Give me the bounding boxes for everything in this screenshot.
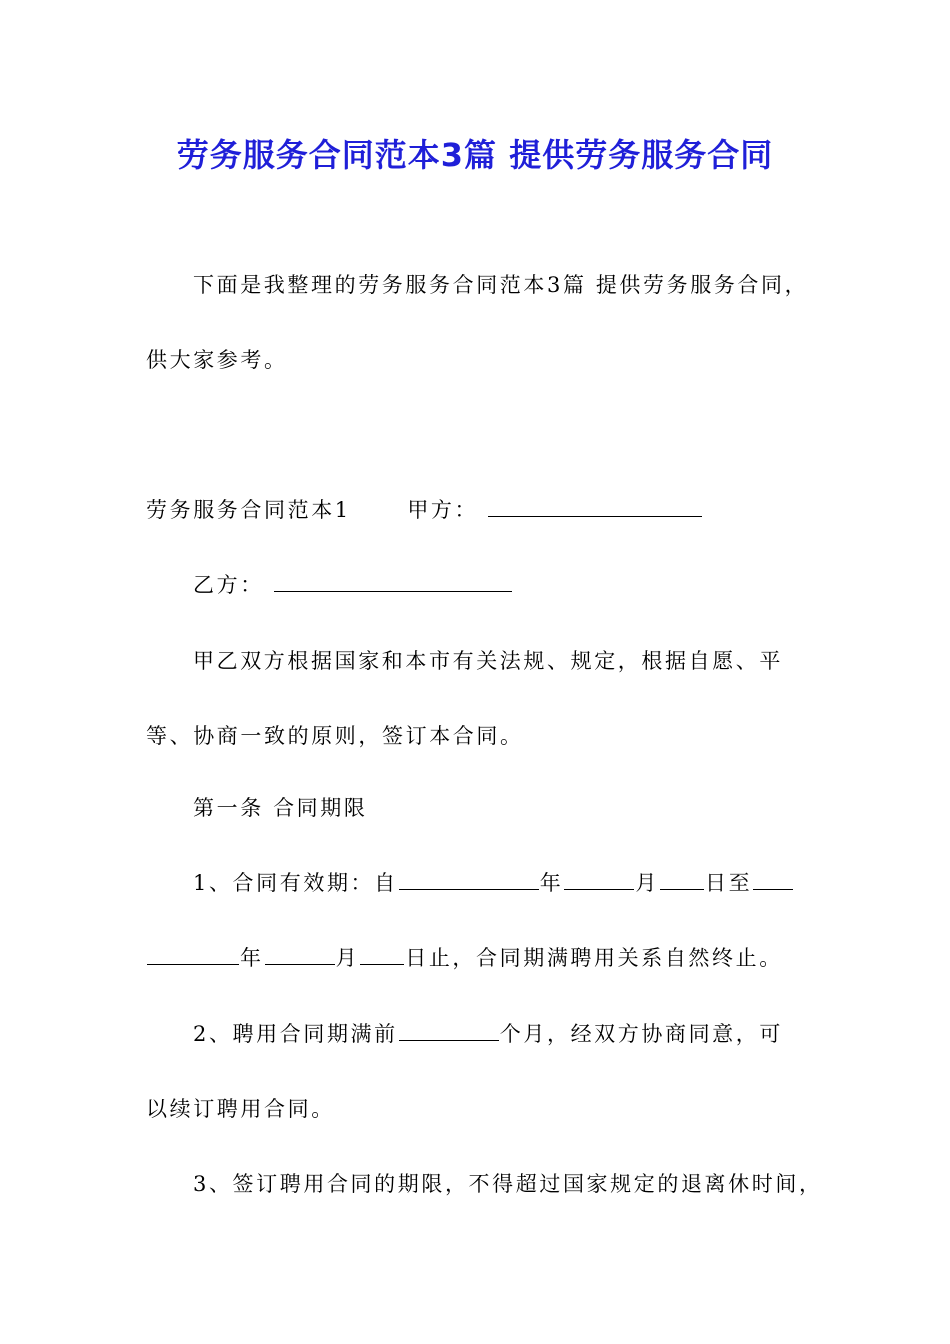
intro-line-2: 供大家参考。 <box>146 348 288 372</box>
item2-prefix: 2、聘用合同期满前 <box>193 1022 398 1046</box>
end-day-blank[interactable] <box>360 946 404 965</box>
contract-heading: 劳务服务合同范本1 <box>146 498 351 522</box>
end-year-blank-part1[interactable] <box>753 871 793 890</box>
intro-line-1: 下面是我整理的劳务服务合同范本3篇 提供劳务服务合同， <box>193 273 809 297</box>
months-blank[interactable] <box>399 1022 499 1041</box>
document-title: 劳务服务合同范本3篇 提供劳务服务合同 <box>176 136 774 174</box>
start-month-unit: 月 <box>635 871 659 895</box>
party-b-blank[interactable] <box>274 573 512 592</box>
item1-prefix: 1、合同有效期：自 <box>193 871 398 895</box>
end-year-blank-part2[interactable] <box>147 946 239 965</box>
end-month-unit: 月 <box>335 946 360 970</box>
para1-line-2: 等、协商一致的原则，签订本合同。 <box>146 724 524 748</box>
article1-title: 第一条 合同期限 <box>193 796 368 820</box>
start-month-blank[interactable] <box>564 871 634 890</box>
item2-line-1 <box>193 1020 783 1048</box>
party-b-row <box>193 571 513 599</box>
item1-line-2 <box>146 944 783 972</box>
start-year-unit: 年 <box>539 871 564 895</box>
start-year-blank[interactable] <box>399 871 539 890</box>
contract-heading-row <box>146 496 703 524</box>
start-day-blank[interactable] <box>660 871 704 890</box>
item1-to: 日至 <box>704 871 753 895</box>
item2-suffix: 个月，经双方协商同意，可 <box>499 1022 783 1046</box>
item2-line-2: 以续订聘用合同。 <box>146 1097 335 1121</box>
party-b-label: 乙方： <box>193 573 264 597</box>
item1-line-1 <box>193 869 794 897</box>
party-a-blank[interactable] <box>488 498 702 517</box>
para1-line-1: 甲乙双方根据国家和本市有关法规、规定，根据自愿、平 <box>193 649 783 673</box>
end-year-unit: 年 <box>240 946 264 970</box>
party-a-label: 甲方： <box>407 498 479 522</box>
item3-line-1: 3、签订聘用合同的期限，不得超过国家规定的退离休时间， <box>193 1172 823 1196</box>
end-month-blank[interactable] <box>265 946 335 965</box>
item1-end: 日止，合同期满聘用关系自然终止。 <box>405 946 783 970</box>
